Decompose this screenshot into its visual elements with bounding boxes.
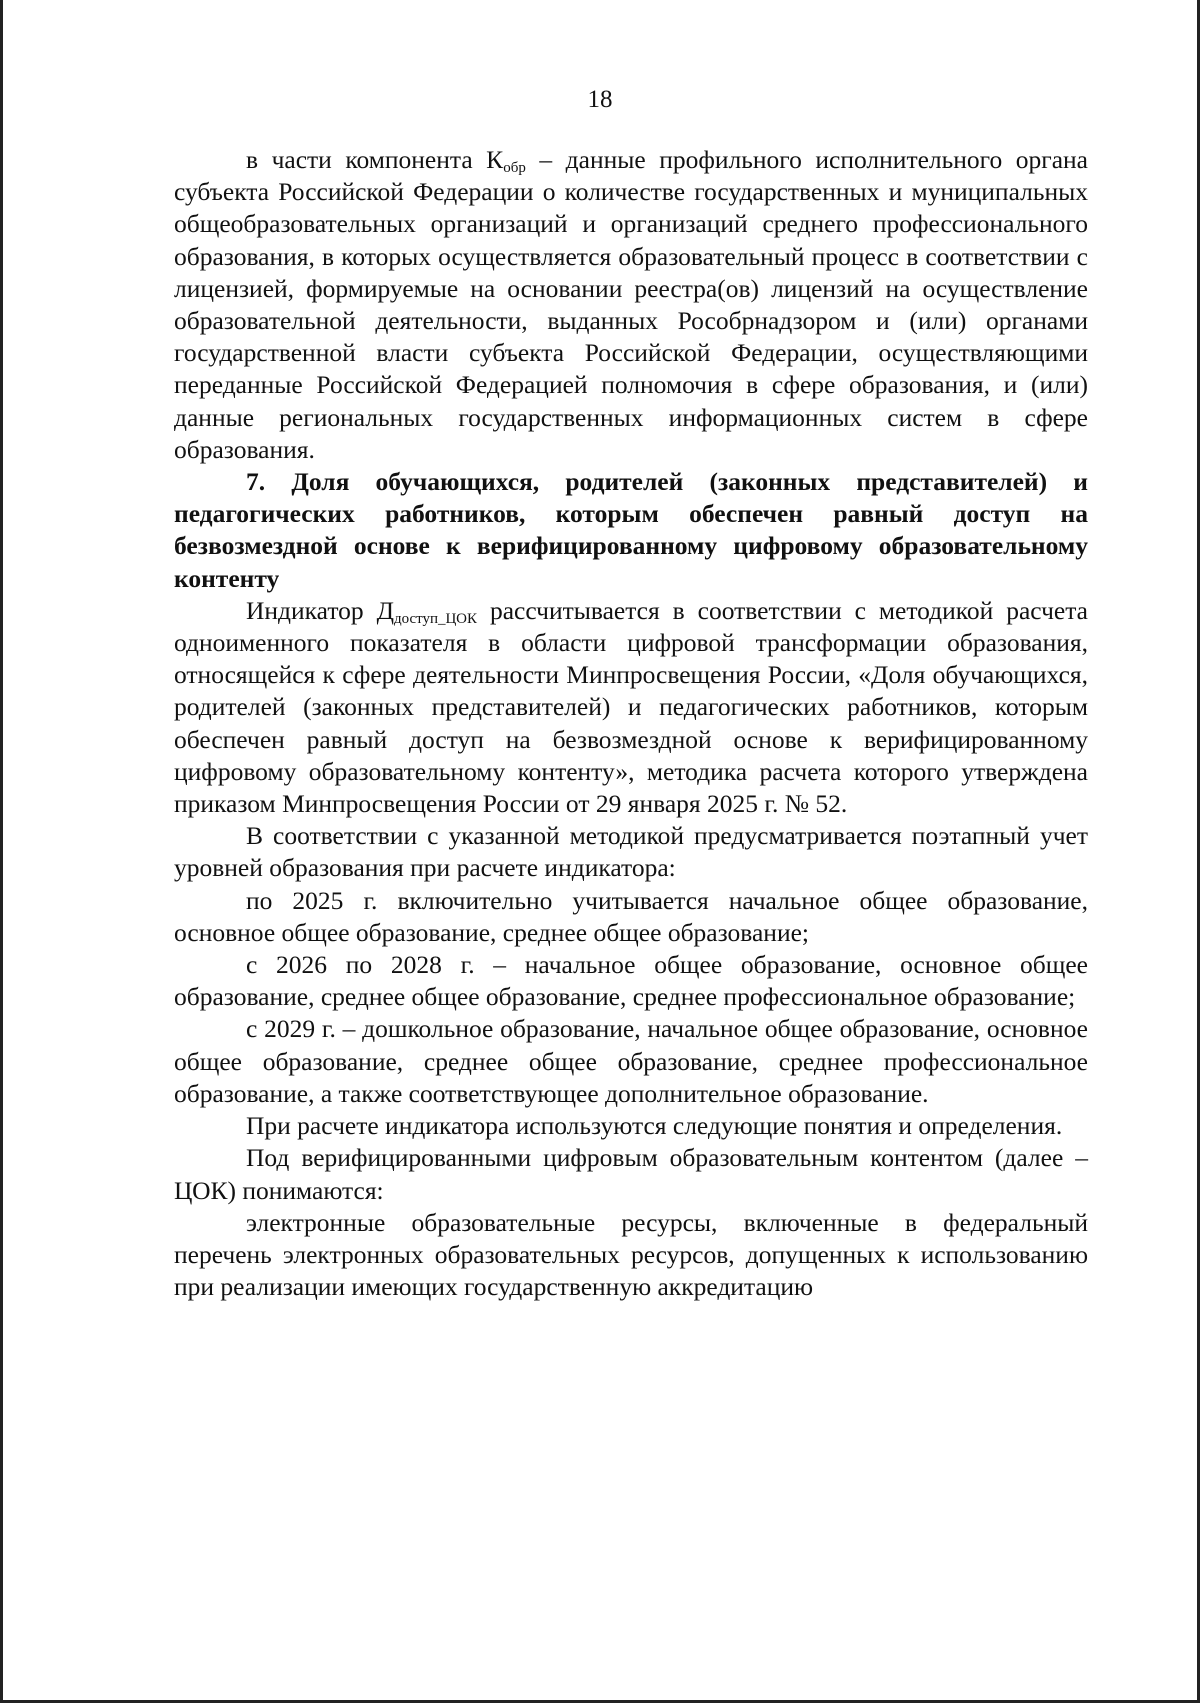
paragraph-2026-2028: с 2026 по 2028 г. – начальное общее образование, основное общее образование, среднее общее образование, среднее профессиональное образование; — [174, 950, 1088, 1012]
paragraph-text: – данные профильного исполнительного органа субъекта Российской Федерации о количестве государственных и муниципальных общеобразовательных организаций и организаций среднего профессионального образования, в которых осуществляется образовательный процесс в соответствии с лицензией, формируемые на основании реестра(ов) лицензий на осуществление образовательной деятельности, выданных Рособрнадзором и (или) органами государственной власти субъекта Российской Федерации, осуществляющими переданные Российской Федерацией полномочия в сфере образования, и (или) данные региональных государственных информационных систем в сфере образования. — [174, 145, 1089, 464]
paragraph-definitions-intro: При расчете индикатора используются следующие понятия и определения. — [246, 1111, 1063, 1141]
paragraph-indicator — [174, 595, 1088, 820]
subscript-obr: обр — [503, 160, 526, 176]
paragraph-electronic-resources: электронные образовательные ресурсы, включенные в федеральный перечень электронных образовательных ресурсов, допущенных к использованию при реализации имеющих государственную аккредитацию — [174, 1207, 1088, 1302]
paragraph-methodology: В соответствии с указанной методикой предусматривается поэтапный учет уровней образования при расчете индикатора: — [174, 821, 1088, 883]
paragraph-from-2029: с 2029 г. – дошкольное образование, начальное общее образование, основное общее образование, среднее общее образование, среднее профессиональное образование, а также соответствующее дополнительное образование. — [174, 1014, 1088, 1108]
paragraph-until-2025: по 2025 г. включительно учитывается начальное общее образование, основное общее образование, среднее общее образование; — [174, 885, 1088, 947]
paragraph-component-kobr — [174, 144, 1088, 466]
paragraph-tsok-definition: Под верифицированными цифровым образовательным контентом (далее – ЦОК) понимаются: — [174, 1143, 1088, 1205]
section-heading-7: 7. Доля обучающихся, родителей (законных представителей) и педагогических работников, которым обеспечен равный доступ на безвозмездной основе к верифицированному цифровому образовательному контенту — [174, 467, 1088, 593]
paragraph-text: в части компонента К — [246, 145, 504, 174]
document-body — [174, 144, 1088, 1303]
page-number: 18 — [587, 86, 613, 113]
subscript-dostup-tsok: доступ_ЦОК — [393, 610, 478, 627]
paragraph-text: рассчитывается в соответствии с методикой расчета одноименного показателя в области цифровой трансформации образования, относящейся к сфере деятельности Минпросвещения России, «Доля обучающихся, родителей (законных представителей) и педагогических работников, которым обеспечен равный доступ на безвозмездной основе к верифицированному цифровому образовательному контенту», методика расчета которого утверждена приказом Минпросвещения России от 29 января 2025 г. № 52. — [174, 595, 1088, 819]
page-left-edge — [0, 0, 3, 1703]
paragraph-text: Индикатор Д — [246, 595, 394, 625]
